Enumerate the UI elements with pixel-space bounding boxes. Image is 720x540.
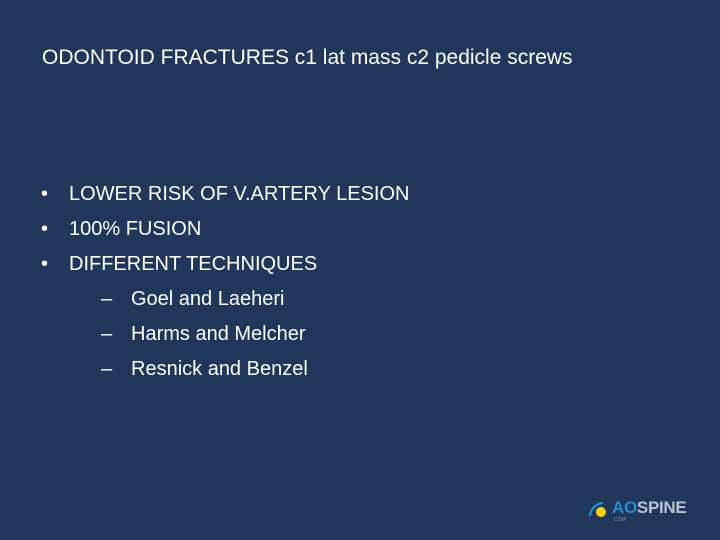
- bullet-marker: •: [41, 218, 49, 240]
- sub-bullet-marker: –: [101, 288, 113, 310]
- slide-title: ODONTOID FRACTURES c1 lat mass c2 pedicle screws: [42, 46, 573, 69]
- bullet-text: DIFFERENT TECHNIQUES: [69, 253, 318, 275]
- sub-bullet-text: Resnick and Benzel: [131, 358, 308, 380]
- bullet-text: 100% FUSION: [69, 218, 202, 240]
- sub-bullet-item: [0, 353, 720, 388]
- sub-bullet-item: [0, 283, 720, 318]
- logo-spine-text: SPINE: [636, 498, 687, 517]
- logo-subtext: COM: [614, 517, 626, 523]
- sub-bullet-text: Goel and Laeheri: [131, 288, 285, 310]
- sub-bullet-item: [0, 318, 720, 353]
- bullet-text: LOWER RISK OF V.ARTERY LESION: [69, 183, 410, 205]
- bullet-item: [0, 248, 720, 283]
- sub-bullet-text: Harms and Melcher: [131, 323, 306, 345]
- aospine-logo: [588, 498, 698, 524]
- sub-bullet-marker: –: [101, 358, 113, 380]
- logo-wordmark: [612, 498, 686, 518]
- bullet-marker: •: [41, 253, 49, 275]
- bullet-marker: •: [41, 183, 49, 205]
- logo-ao-text: AO: [612, 498, 637, 517]
- sub-bullet-marker: –: [101, 323, 113, 345]
- bullet-list: [0, 178, 720, 388]
- bullet-item: [0, 213, 720, 248]
- aospine-logo-icon: [588, 499, 610, 521]
- bullet-item: [0, 178, 720, 213]
